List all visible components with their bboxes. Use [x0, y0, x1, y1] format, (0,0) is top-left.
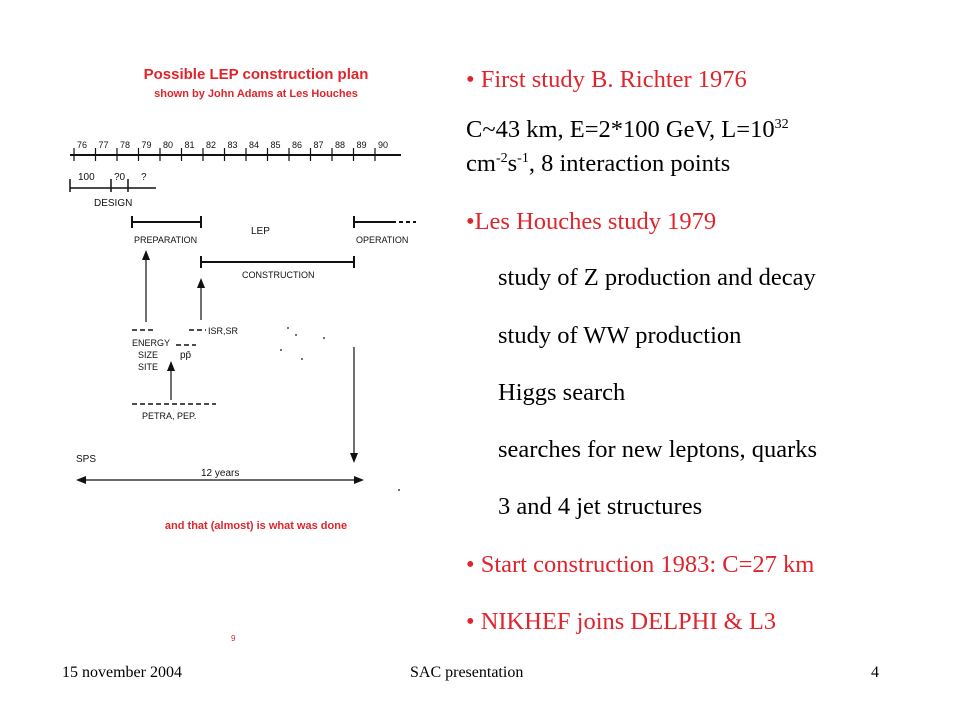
energy-label: ENERGY — [132, 338, 171, 348]
year-label: 79 — [141, 140, 152, 150]
isr-sr-label: ISR,SR — [208, 326, 239, 336]
year-label: 85 — [270, 140, 281, 150]
params-exponent: 32 — [774, 116, 789, 132]
year-label: 89 — [356, 140, 367, 150]
year-label: 76 — [77, 140, 88, 150]
year-label: 86 — [292, 140, 303, 150]
figure-title: Possible LEP construction plan — [143, 66, 369, 83]
year-label: 88 — [335, 140, 346, 150]
footer-page-number: 4 — [871, 664, 879, 681]
footer-title: SAC presentation — [410, 664, 524, 681]
site-label: SITE — [138, 362, 159, 372]
twelve-years-label: 12 years — [201, 468, 240, 479]
sps-label: SPS — [76, 454, 97, 465]
footer-date: 15 november 2004 — [62, 664, 182, 681]
timeline-diagram — [56, 62, 416, 652]
operation-label: OPERATION — [356, 235, 409, 245]
construction-label: CONSTRUCTION — [242, 270, 315, 280]
units-exp-1: -2 — [495, 150, 508, 166]
bullet-richter: • First study B. Richter 1976 — [466, 66, 747, 93]
units-exp-2: -1 — [517, 150, 529, 166]
units-rest: , 8 interaction points — [528, 150, 731, 177]
preparation-label: PREPARATION — [134, 235, 198, 245]
year-label: 80 — [163, 140, 174, 150]
sub-higgs: Higgs search — [498, 379, 626, 406]
bullet-start-construction: • Start construction 1983: C=27 km — [466, 551, 815, 578]
bullet-nikhef: • NIKHEF joins DELPHI & L3 — [466, 608, 777, 635]
year-label: 78 — [120, 140, 131, 150]
design-num-1: 100 — [78, 172, 95, 183]
year-label: 87 — [313, 140, 324, 150]
sub-new-leptons: searches for new leptons, quarks — [498, 436, 818, 463]
bullet-richter-units — [466, 150, 730, 178]
params-text: C~43 km, E=2*100 GeV, L=10 — [466, 116, 775, 143]
year-label: 83 — [227, 140, 238, 150]
year-label: 82 — [206, 140, 217, 150]
lep-label: LEP — [251, 226, 270, 237]
units-cm: cm — [466, 150, 496, 177]
units-s: s — [507, 150, 518, 177]
figure-caption: and that (almost) is what was done — [164, 520, 348, 532]
bullet-les-houches: •Les Houches study 1979 — [466, 208, 717, 235]
design-num-3: ? — [141, 172, 147, 183]
size-label: SIZE — [138, 350, 159, 360]
year-label: 81 — [184, 140, 195, 150]
figure-page-mark: 9 — [231, 634, 236, 643]
sub-ww-production: study of WW production — [498, 322, 742, 349]
sub-z-production: study of Z production and decay — [498, 264, 816, 291]
figure-subtitle: shown by John Adams at Les Houches — [154, 88, 358, 100]
pp-label: pp̄ — [180, 350, 192, 361]
bullet-richter-params — [466, 116, 789, 144]
year-label: 90 — [378, 140, 389, 150]
design-num-2: ?0 — [114, 172, 126, 183]
petra-pep-label: PETRA, PEP. — [142, 411, 197, 421]
design-label: DESIGN — [94, 198, 133, 209]
year-label: 77 — [98, 140, 109, 150]
lep-plan-figure — [56, 62, 416, 652]
year-label: 84 — [249, 140, 260, 150]
sub-jet-structures: 3 and 4 jet structures — [498, 493, 703, 520]
